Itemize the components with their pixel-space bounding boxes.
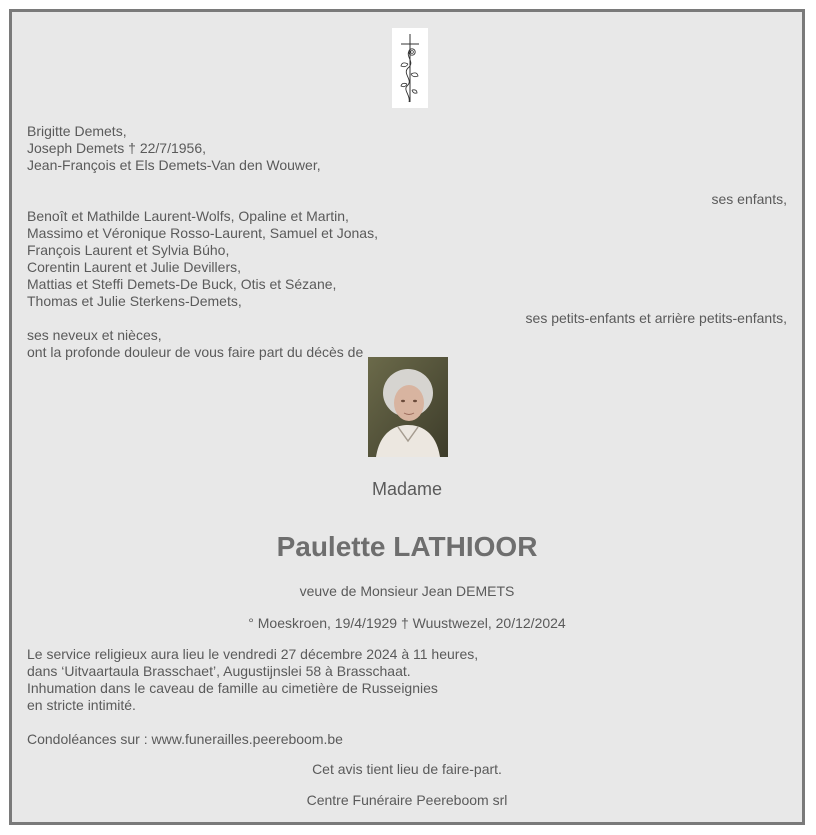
life-dates: ° Moeskroen, 19/4/1929 † Wuustwezel, 20/12/2024 bbox=[248, 615, 566, 631]
nephews-line: ses neveux et nièces, bbox=[27, 327, 162, 343]
service-line-4: en stricte intimité. bbox=[27, 697, 136, 713]
service-line-2: dans ‘Uitvaartaula Brasschaet’, Augustijnslei 58 à Brasschaat. bbox=[27, 663, 411, 679]
grandchild-6: Thomas et Julie Sterkens-Demets, bbox=[27, 293, 242, 309]
portrait-photo bbox=[368, 357, 448, 457]
obituary-card bbox=[9, 9, 805, 825]
deceased-title: Madame bbox=[371, 479, 443, 499]
grandchild-5: Mattias et Steffi Demets-De Buck, Otis et Sézane, bbox=[27, 276, 337, 292]
children-label: ses enfants, bbox=[711, 191, 787, 207]
widow-of-line: veuve de Monsieur Jean DEMETS bbox=[299, 583, 515, 599]
funeral-home-line: Centre Funéraire Peereboom srl bbox=[306, 792, 508, 808]
service-line-1: Le service religieux aura lieu le vendredi 27 décembre 2024 à 11 heures, bbox=[27, 646, 479, 662]
condolences-line: Condoléances sur : www.funerailles.peereboom.be bbox=[27, 731, 343, 747]
grandchild-4: Corentin Laurent et Julie Devillers, bbox=[27, 259, 241, 275]
announcement-line: ont la profonde douleur de vous faire part du décès de bbox=[27, 344, 364, 360]
deceased-name: Paulette LATHIOOR bbox=[276, 531, 538, 562]
service-section bbox=[27, 646, 787, 748]
family-section bbox=[27, 123, 787, 361]
notice-line: Cet avis tient lieu de faire-part. bbox=[312, 761, 502, 777]
grandchild-1: Benoît et Mathilde Laurent-Wolfs, Opaline et Martin, bbox=[27, 208, 349, 224]
child-1: Brigitte Demets, bbox=[27, 123, 127, 139]
grandchild-2: Massimo et Véronique Rosso-Laurent, Samuel et Jonas, bbox=[27, 225, 378, 241]
grandchild-3: François Laurent et Sylvia Búho, bbox=[27, 242, 230, 258]
service-line-3: Inhumation dans le caveau de famille au cimetière de Russeignies bbox=[27, 680, 438, 696]
child-3: Jean-François et Els Demets-Van den Wouwer, bbox=[27, 157, 321, 173]
grandchildren-label: ses petits-enfants et arrière petits-enfants, bbox=[525, 310, 787, 326]
child-2: Joseph Demets † 22/7/1956, bbox=[27, 140, 207, 156]
cross-with-rose-icon bbox=[392, 28, 428, 108]
